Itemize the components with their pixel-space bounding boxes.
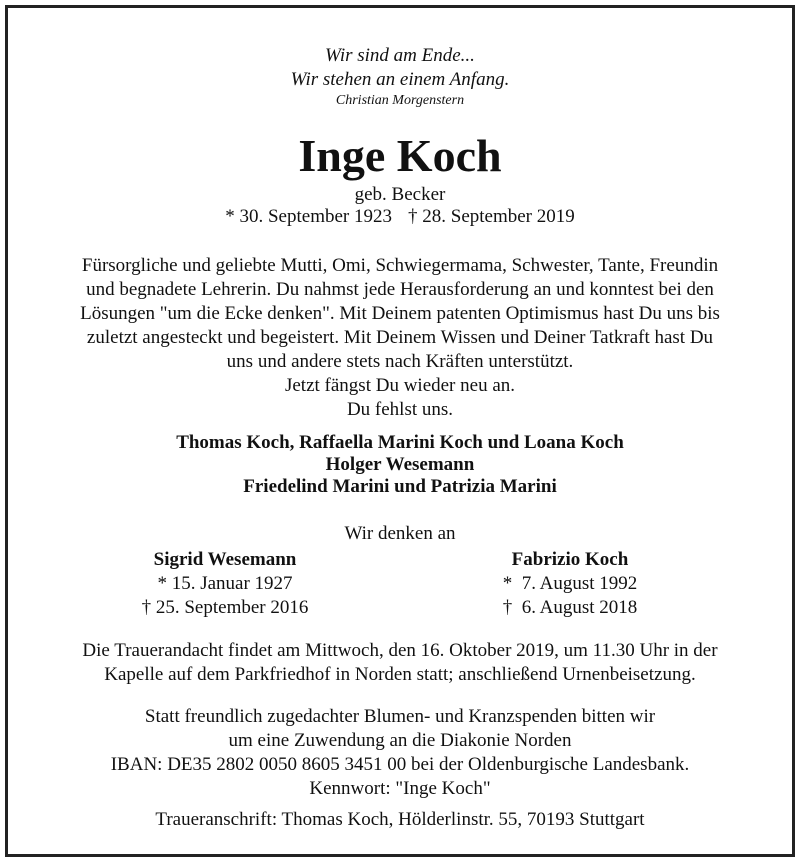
tribute-line: Jetzt fängst Du wieder neu an. — [284, 375, 516, 396]
remembered-person — [420, 548, 720, 620]
mourners-list — [0, 432, 800, 498]
remembered-death: † 25. September 2016 — [141, 597, 309, 618]
tribute-line: Fürsorgliche und geliebte Mutti, Omi, Schwiegermama, Schwester, Tante, Freundin — [81, 255, 719, 276]
tribute-line: uns und andere stets nach Kräften unterstützt. — [226, 351, 574, 372]
remembered-person — [75, 548, 375, 620]
remembered-death: † 6. August 2018 — [502, 597, 638, 618]
donation-line: um eine Zuwendung an die Diakonie Norden — [228, 730, 572, 751]
life-dates — [0, 205, 800, 229]
quote-block — [0, 44, 800, 110]
tribute-line: zuletzt angesteckt und begeistert. Mit Deinem Wissen und Deiner Tatkraft hast Du — [86, 327, 714, 348]
service-line: Die Trauerandacht findet am Mittwoch, den 16. Oktober 2019, um 11.30 Uhr in der — [82, 640, 718, 661]
death-date: † 28. September 2019 — [408, 206, 575, 227]
deceased-name: Inge Koch — [298, 130, 502, 181]
remembered-name: Fabrizio Koch — [511, 549, 629, 570]
tribute-line: Lösungen "um die Ecke denken". Mit Deinem patenten Optimismus hast Du uns bis — [80, 303, 720, 324]
mourning-address: Traueranschrift: Thomas Koch, Hölderlinstr. 55, 70193 Stuttgart — [155, 809, 645, 830]
mourner-line: Thomas Koch, Raffaella Marini Koch und Loana Koch — [176, 432, 624, 453]
donation-line: Statt freundlich zugedachter Blumen- und Kranzspenden bitten wir — [144, 706, 656, 727]
remembered-birth: * 7. August 1992 — [502, 573, 638, 594]
donation-line: Kennwort: "Inge Koch" — [309, 778, 491, 799]
quote-author: Christian Morgenstern — [335, 93, 465, 108]
mourner-line: Holger Wesemann — [325, 454, 475, 475]
service-info — [0, 639, 800, 687]
tribute-text — [0, 254, 800, 422]
quote-line: Wir stehen an einem Anfang. — [290, 69, 510, 90]
donation-info — [0, 705, 800, 801]
donation-line: IBAN: DE35 2802 0050 8605 3451 00 bei der Oldenburgische Landesbank. — [110, 754, 690, 775]
tribute-line: und begnadete Lehrerin. Du nahmst jede Herausforderung an und konntest bei den — [86, 279, 714, 300]
maiden-name: geb. Becker — [354, 184, 446, 205]
quote-line: Wir sind am Ende... — [325, 45, 475, 66]
birth-date: * 30. September 1923 — [225, 206, 392, 227]
remembrance-heading: Wir denken an — [344, 523, 456, 544]
remembered-birth: * 15. Januar 1927 — [157, 573, 293, 594]
mourner-line: Friedelind Marini und Patrizia Marini — [243, 476, 557, 497]
tribute-line: Du fehlst uns. — [346, 399, 454, 420]
service-line: Kapelle auf dem Parkfriedhof in Norden statt; anschließend Urnenbeisetzung. — [104, 664, 696, 685]
remembered-name: Sigrid Wesemann — [153, 549, 297, 570]
